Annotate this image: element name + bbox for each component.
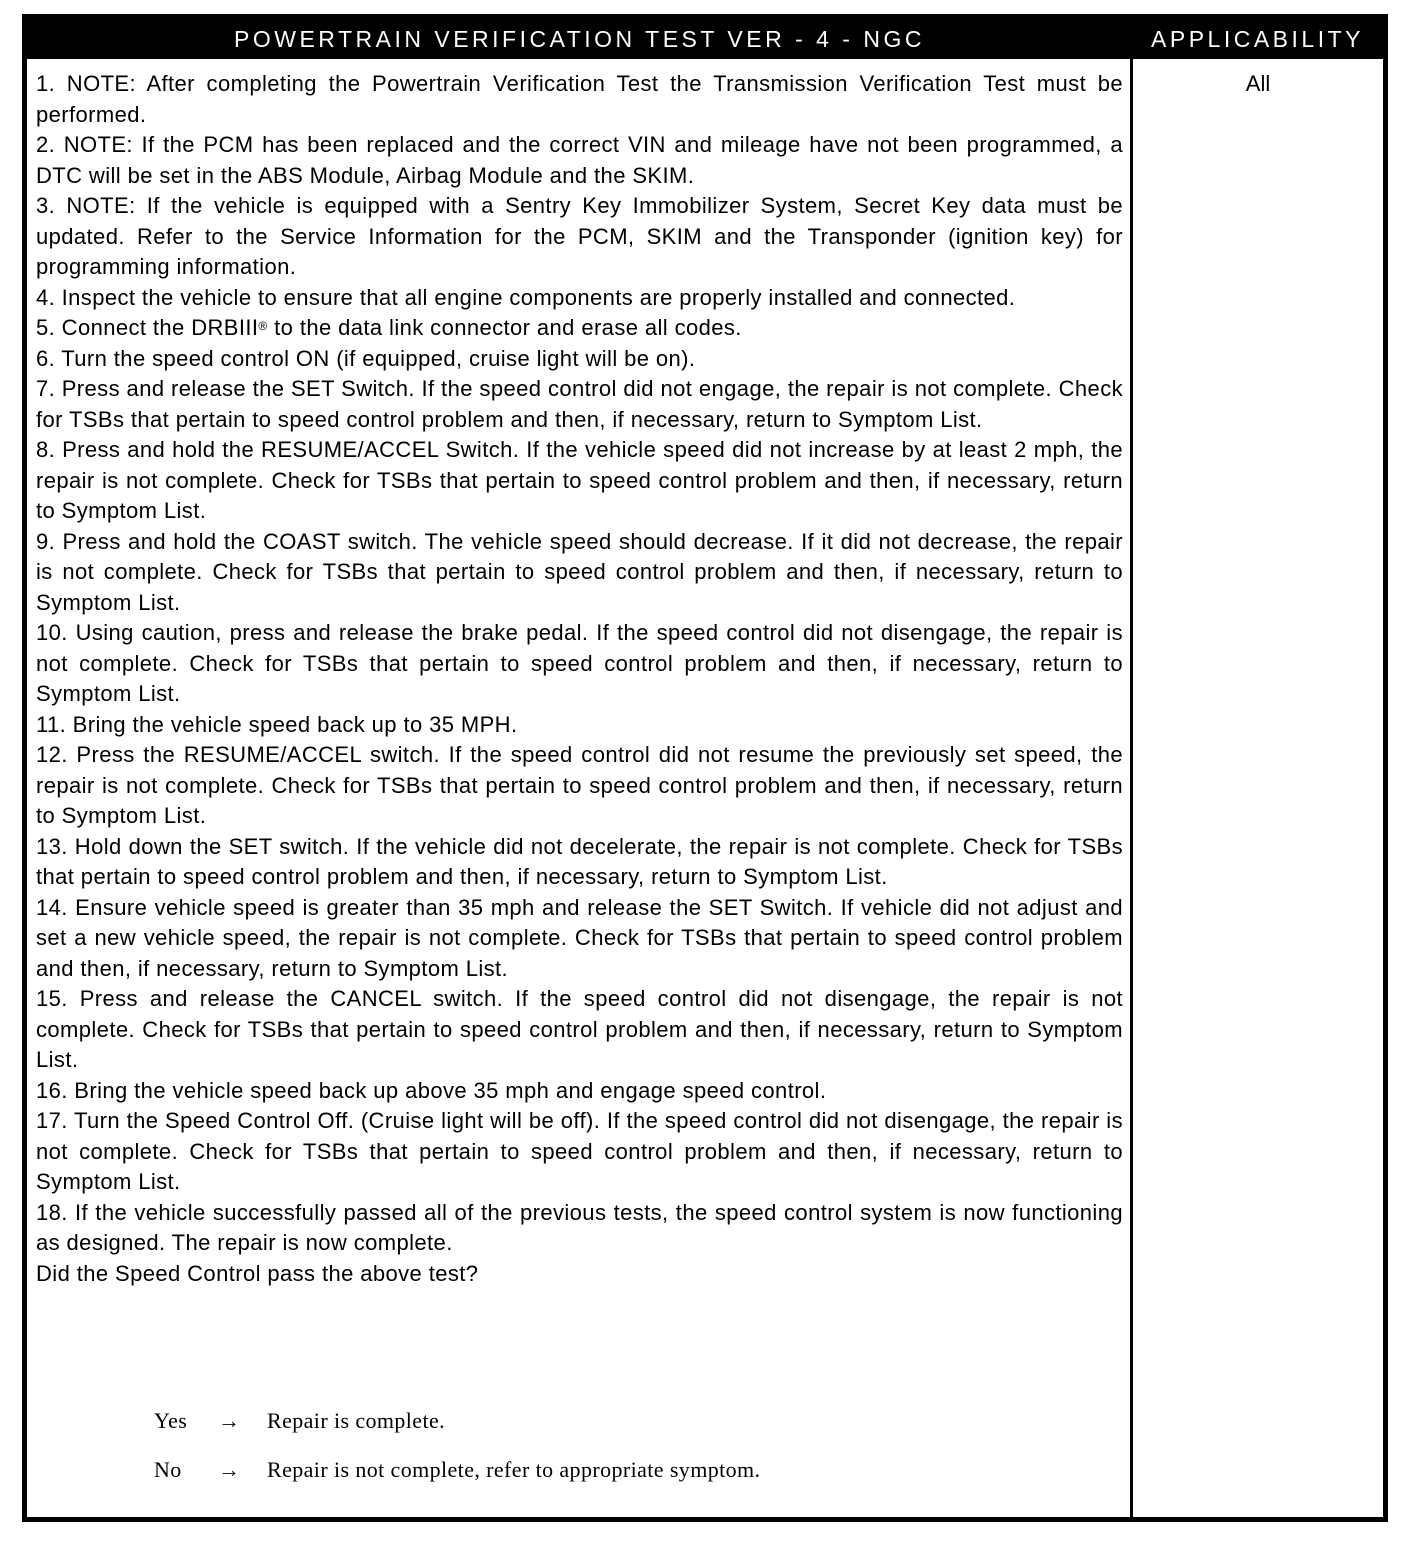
- arrow-right-icon: →: [218, 1408, 241, 1433]
- question: Did the Speed Control pass the above test?: [36, 1260, 479, 1286]
- step-15: 15. Press and release the CANCEL switch. If the speed control did not disengage, the repair is not complete. Check for TSBs that pertain to speed control problem and then, if necessary, return to Symptom List.: [36, 986, 1123, 1072]
- step-12: 12. Press the RESUME/ACCEL switch. If the speed control did not resume the previously set speed, the repair is not complete. Check for TSBs that pertain to speed control problem and then, if necessary, return to Symptom List.: [36, 742, 1123, 828]
- step-9: 9. Press and hold the COAST switch. The vehicle speed should decrease. If it did not decrease, the repair is not complete. Check for TSBs that pertain to speed control problem and then, if necessary, return to Symptom List.: [36, 528, 1123, 615]
- step-13: 13. Hold down the SET switch. If the vehicle did not decelerate, the repair is not complete. Check for TSBs that pertain to speed control problem and then, if necessary, return to Symptom List.: [36, 833, 1123, 889]
- answer-result: Repair is not complete, refer to appropriate symptom.: [267, 1457, 761, 1482]
- step-1: 1. NOTE: After completing the Powertrain Verification Test the Transmission Verification Test must be performed.: [36, 71, 1123, 127]
- arrow-right-icon: →: [218, 1457, 241, 1482]
- applicability-header: APPLICABILITY: [1151, 26, 1364, 52]
- test-table: [22, 14, 1388, 1522]
- step-2: 2. NOTE: If the PCM has been replaced and the correct VIN and mileage have not been programmed, a DTC will be set in the ABS Module, Airbag Module and the SKIM.: [36, 132, 1123, 188]
- answer-label: No: [154, 1457, 182, 1482]
- step-7: 7. Press and release the SET Switch. If the speed control did not engage, the repair is not complete. Check for TSBs that pertain to speed control problem and then, if necessary, return to Symptom List.: [36, 376, 1123, 432]
- applicability-value: All: [1245, 71, 1271, 96]
- step-17: 17. Turn the Speed Control Off. (Cruise light will be off). If the speed control did not disengage, the repair is not complete. Check for TSBs that pertain to speed control problem and then, if necessary, return to Symptom List.: [36, 1108, 1123, 1194]
- test-title: POWERTRAIN VERIFICATION TEST VER - 4 - NGC: [234, 26, 925, 52]
- step-14: 14. Ensure vehicle speed is greater than 35 mph and release the SET Switch. If vehicle did not adjust and set a new vehicle speed, the repair is not complete. Check for TSBs that pertain to speed control problem and then, if necessary, return to Symptom List.: [36, 894, 1123, 981]
- step-10: 10. Using caution, press and release the brake pedal. If the speed control did not disengage, the repair is not complete. Check for TSBs that pertain to speed control problem and then, if necessary, return to Symptom List.: [36, 620, 1123, 706]
- step-3: 3. NOTE: If the vehicle is equipped with a Sentry Key Immobilizer System, Secret Key data must be updated. Refer to the Service Information for the PCM, SKIM and the Transponder (ignition key) for programming information.: [36, 193, 1123, 279]
- step-4: 4. Inspect the vehicle to ensure that all engine components are properly installed and connected.: [36, 284, 1016, 310]
- table-header: [27, 19, 1383, 59]
- step-18: 18. If the vehicle successfully passed all of the previous tests, the speed control system is now functioning as designed. The repair is now complete.: [36, 1199, 1123, 1255]
- step-16: 16. Bring the vehicle speed back up above 35 mph and engage speed control.: [36, 1077, 827, 1103]
- step-6: 6. Turn the speed control ON (if equipped, cruise light will be on).: [36, 345, 696, 371]
- step-8: 8. Press and hold the RESUME/ACCEL Switch. If the vehicle speed did not increase by at least 2 mph, the repair is not complete. Check for TSBs that pertain to speed control problem and then, if necessary, return to Symptom List.: [36, 437, 1123, 523]
- step-5: 5. Connect the DRBIII® to the data link connector and erase all codes.: [36, 315, 742, 340]
- answer-label: Yes: [154, 1408, 188, 1433]
- step-11: 11. Bring the vehicle speed back up to 35 MPH.: [36, 711, 518, 737]
- column-divider: [1130, 59, 1133, 1517]
- test-steps: [36, 69, 1123, 1289]
- answer-result: Repair is complete.: [267, 1408, 446, 1433]
